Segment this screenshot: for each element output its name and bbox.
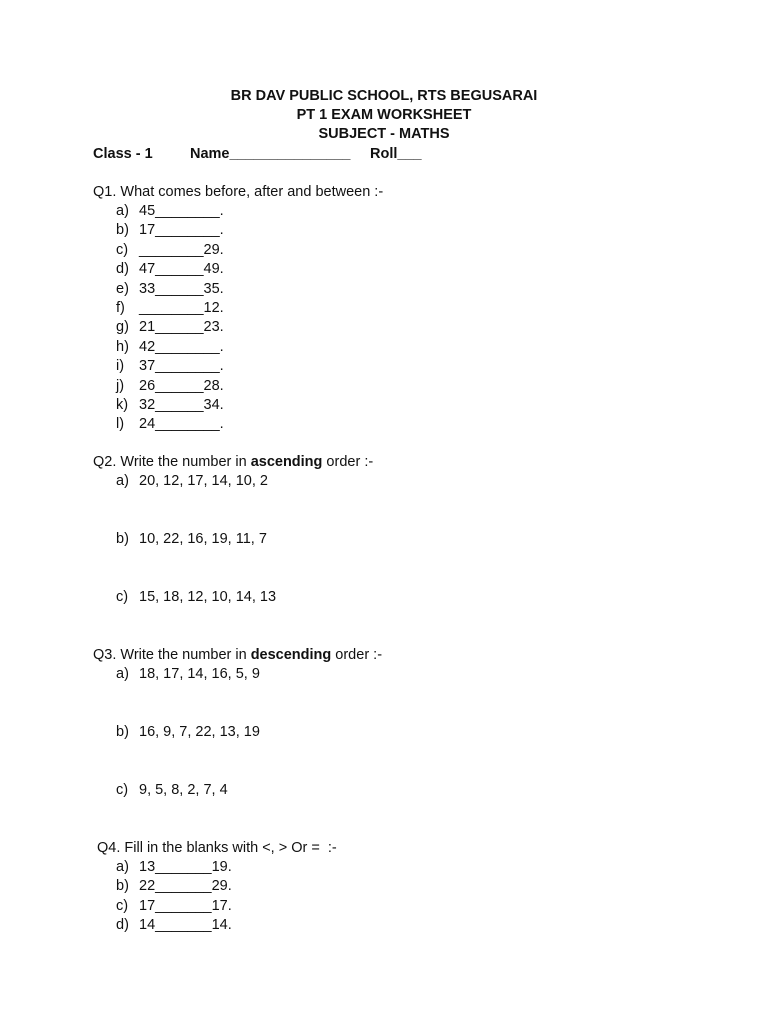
q3-item-text: 18, 17, 14, 16, 5, 9: [139, 666, 260, 682]
q1-item-letter: h): [116, 338, 129, 355]
q4-title: Q4. Fill in the blanks with <, > Or = :-: [97, 840, 337, 856]
q2-item-letter: a): [116, 473, 129, 489]
q1-item-letter: f): [116, 300, 125, 316]
q1-item-text: 47______49.: [139, 261, 224, 278]
q1-item-text: 33______35.: [139, 280, 224, 297]
q4-item-letter: d): [116, 917, 129, 934]
q2-title-keyword: ascending: [250, 454, 323, 470]
q3-title: [93, 646, 382, 665]
q2-title-prefix: Q2. Write the number in: [93, 454, 251, 470]
q3-item-letter: a): [116, 666, 129, 682]
q1-item-letter: j): [116, 377, 125, 394]
q2-item-letter: b): [116, 531, 129, 547]
q1-item-text: 32______34.: [139, 397, 224, 413]
q4-item-letter: c): [116, 897, 129, 914]
q1-item-text: ________29.: [139, 241, 224, 258]
q3-item-text: 9, 5, 8, 2, 7, 4: [139, 782, 228, 798]
q1-item-text: 17________.: [139, 222, 224, 239]
q1-item-text: 21______23.: [139, 319, 224, 336]
q3-item-letter: b): [116, 724, 129, 740]
q1-item-letter: i): [116, 358, 125, 375]
q1-item-letter: e): [116, 280, 129, 297]
q3-title-keyword: descending: [250, 647, 332, 663]
q3-item-letter: c): [116, 782, 129, 798]
roll-field: Roll___: [370, 146, 422, 162]
class-label: Class - 1: [93, 146, 153, 162]
q1-item-text: 45________.: [139, 203, 224, 219]
school-name: BR DAV PUBLIC SCHOOL, RTS BEGUSARAI: [230, 88, 538, 104]
q1-item-letter: d): [116, 261, 129, 278]
q2-title: [93, 453, 373, 472]
q4-item-letter: a): [116, 859, 129, 875]
q1-item-text: 24________.: [139, 416, 224, 433]
q3-title-prefix: Q3. Write the number in: [93, 647, 251, 663]
q1-item-letter: k): [116, 397, 129, 413]
exam-title: PT 1 EXAM WORKSHEET: [296, 107, 472, 123]
q2-item-text: 20, 12, 17, 14, 10, 2: [139, 473, 268, 489]
q1-item-letter: g): [116, 319, 129, 336]
q4-item-text: 17_______17.: [139, 897, 232, 914]
q3-title-suffix: order :-: [331, 647, 383, 663]
subject-title: SUBJECT - MATHS: [318, 126, 450, 142]
name-field: Name_______________: [190, 146, 351, 162]
q1-item-text: 37________.: [139, 358, 224, 375]
q2-item-text: 10, 22, 16, 19, 11, 7: [139, 531, 267, 547]
q1-item-letter: c): [116, 241, 129, 258]
q1-title: Q1. What comes before, after and between :-: [93, 184, 384, 200]
q4-item-text: 14_______14.: [139, 917, 232, 934]
q1-item-letter: a): [116, 203, 129, 219]
q2-title-suffix: order :-: [322, 454, 374, 470]
q1-item-text: ________12.: [139, 300, 224, 316]
q1-item-text: 26______28.: [139, 377, 224, 394]
q4-item-letter: b): [116, 878, 129, 895]
q1-item-text: 42________.: [139, 338, 224, 355]
q1-item-letter: b): [116, 222, 129, 239]
q2-item-text: 15, 18, 12, 10, 14, 13: [139, 589, 277, 605]
q4-item-text: 22_______29.: [139, 878, 232, 895]
q3-item-text: 16, 9, 7, 22, 13, 19: [139, 724, 260, 740]
q2-item-letter: c): [116, 589, 129, 605]
q1-item-letter: l): [116, 416, 125, 433]
q4-item-text: 13_______19.: [139, 859, 232, 875]
